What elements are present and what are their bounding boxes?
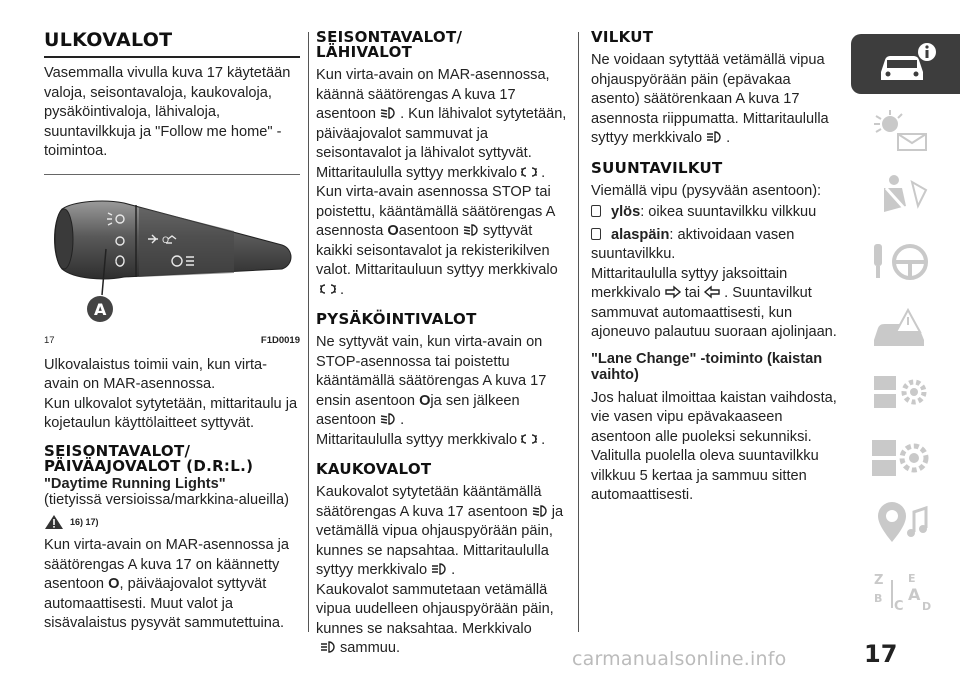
emergency-car-icon (868, 306, 934, 350)
warning-lights-icon (868, 108, 934, 152)
heading-lane-change: "Lane Change" -toiminto (kaistan vaihto) (591, 350, 823, 383)
figure-code: F1D0019 (260, 334, 300, 346)
tab-lights-warnings[interactable] (851, 102, 951, 158)
low-beam-icon (531, 504, 549, 518)
paragraph-low-beam: Kun virta-avain on MAR-asennossa, käännä säätörengas A kuva 17 asentoon . Kun lähivalot sytytetään, päiväajovalot sammuvat ja seisontavalot ja lähivalot syttyvät. Mittaritaululla syttyy merkkivalo . (316, 67, 567, 181)
heading-turn-signals: SUUNTAVILKUT (591, 158, 723, 177)
parking-lights-icon (319, 282, 337, 296)
svg-text:A: A (908, 585, 921, 604)
watermark: carmanualsonline.info (572, 648, 787, 670)
tab-emergency[interactable] (851, 300, 951, 356)
svg-text:D: D (922, 600, 932, 613)
svg-text:Z: Z (874, 573, 884, 588)
tab-car-info[interactable] (851, 34, 960, 94)
paragraph-turn-intro: Viemällä vipu (pysyvään asentoon): (591, 182, 822, 199)
car-info-icon (873, 42, 939, 86)
tab-technical-data[interactable] (851, 430, 951, 486)
heading-high-beam: KAUKOVALOT (316, 460, 432, 478)
list-item-up: ylös: oikea suuntavilkku vilkkuu (591, 203, 837, 223)
figure-caption (44, 335, 300, 347)
column-middle (316, 30, 570, 659)
svg-text:A: A (94, 299, 107, 319)
high-beam-icon (430, 562, 448, 576)
paragraph-parking: Ne syttyvät vain, kun virta-avain on STOP-asennossa tai poistettu kääntämällä säätörengas A kuva 17 ensin asentoon Oja sen jälkeen asentoon . (316, 334, 547, 428)
column-divider (578, 32, 579, 632)
paragraph-parking-indicator: Mittaritaululla syttyy merkkivalo . (316, 431, 546, 448)
svg-text:B: B (874, 592, 883, 605)
right-arrow-icon (664, 285, 682, 299)
low-beam-icon (462, 223, 480, 237)
heading-drl: SEISONTAVALOT/ PÄIVÄAJOVALOT (D.R:L.) (44, 441, 254, 475)
page-number: 17 (864, 640, 898, 668)
multimedia-icon (868, 502, 934, 546)
drl-note: (tietyissä versioissa/markkina-alueilla) (44, 491, 289, 508)
bullet-square-icon (591, 228, 601, 240)
paragraph-high-beam: Kaukovalot sytytetään kääntämällä säätörengas A kuva 17 asentoon ja vetämällä vipua ohjauspyörään päin, kunnes se napsahtaa. Mittaritaululla syttyy merkkivalo . (316, 484, 564, 578)
paragraph-lane-change: Jos haluat ilmoittaa kaistan vaihdosta, vie vasen vipu epävakaaseen asentoon alle puoleksi sekunniksi. Valitulla puolella oleva suuntavilkku vilkkuu 5 kertaa ja sammuu sitten automaattisesti. (591, 389, 837, 503)
section-title-exterior-lights: ULKOVALOT (44, 30, 300, 58)
warning-reference: 16) 17) (44, 513, 300, 533)
column-left (44, 30, 300, 634)
light-lever-illustration (44, 181, 300, 333)
alphabet-index-icon (868, 570, 934, 614)
low-beam-icon (379, 106, 397, 120)
heading-flash: VILKUT (591, 28, 654, 46)
tab-maintenance[interactable] (851, 364, 951, 420)
svg-text:E: E (908, 572, 916, 585)
figure-number: 17 (44, 334, 55, 346)
parking-lights-icon (520, 165, 538, 179)
paragraph-dashboard: Kun ulkovalot sytytetään, mittaritaulu ja kojetaulun käyttölaitteet syttyvät. (44, 395, 298, 431)
paragraph-flash: Ne voidaan sytyttää vetämällä vipua ohjauspyörään päin (epävakaa asento) säätörenkaan A kuva 17 asennosta riippumatta. Mittaritaululla syttyy merkkivalo . (591, 52, 829, 146)
svg-text:C: C (894, 599, 904, 614)
parking-lights-icon (520, 432, 538, 446)
column-right (591, 30, 837, 506)
heading-parking-lights: PYSÄKÖINTIVALOT (316, 310, 477, 328)
paragraph-stop-position: Kun virta-avain asennossa STOP tai poistettu, kääntämällä säätörengas A asennosta Oasentoon syttyvät kaikki seisontavalot ja rekisterikilven valot. Mittaritauluun syttyy merkkivalo . (316, 184, 558, 298)
warning-triangle-icon (44, 514, 64, 530)
tab-starting-driving[interactable] (851, 234, 951, 290)
tab-index[interactable] (851, 564, 951, 620)
left-arrow-icon (703, 285, 721, 299)
column-divider (308, 32, 309, 632)
seatbelt-icon (868, 172, 934, 216)
high-beam-icon (319, 640, 337, 654)
svg-text:O: O (162, 235, 170, 246)
chapter-sidebar (851, 34, 960, 634)
lever-figure (44, 174, 300, 350)
heading-low-beam: SEISONTAVALOT/ LÄHIVALOT (316, 28, 463, 61)
technical-data-icon (868, 436, 934, 480)
low-beam-icon (379, 412, 397, 426)
tab-multimedia[interactable] (851, 496, 951, 552)
list-item-down: alaspäin: aktivoidaan vasen suuntavilkku. (591, 226, 795, 262)
steering-wheel-icon (868, 240, 934, 284)
maintenance-icon (868, 370, 934, 414)
bullet-square-icon (591, 205, 601, 217)
drl-name: "Daytime Running Lights" (44, 475, 226, 492)
paragraph-high-beam-off: Kaukovalot sammutetaan vetämällä vipua uudelleen ohjauspyörään päin, kunnes se naksahtaa. Merkkivalo sammuu. (316, 581, 554, 656)
paragraph-turn-indicator: Mittaritaululla syttyy jaksoittain merkkivalo tai . Suuntavilkut sammuvat automaattisesti, kun ajoneuvo palautuu suoraan ajolinjaan. (591, 265, 837, 340)
paragraph-mar: Ulkovalaistus toimii vain, kun virta-avain on MAR-asennossa. (44, 356, 268, 392)
paragraph-drl: Kun virta-avain on MAR-asennossa ja säätörengas A kuva 17 on käännetty asentoon O, päiväajovalot syttyvät automaattisesti. Muut valot ja sisävalaistus pysyvät sammutettuina. (44, 537, 289, 631)
intro-paragraph: Vasemmalla vivulla kuva 17 käytetään valoja, seisontavaloja, kaukovaloja, pysäköintivaloja, lähivaloja, suuntavilkkuja ja "Follow me home" -toimintoa. (44, 65, 291, 159)
high-beam-icon (705, 130, 723, 144)
tab-safety[interactable] (851, 166, 951, 222)
